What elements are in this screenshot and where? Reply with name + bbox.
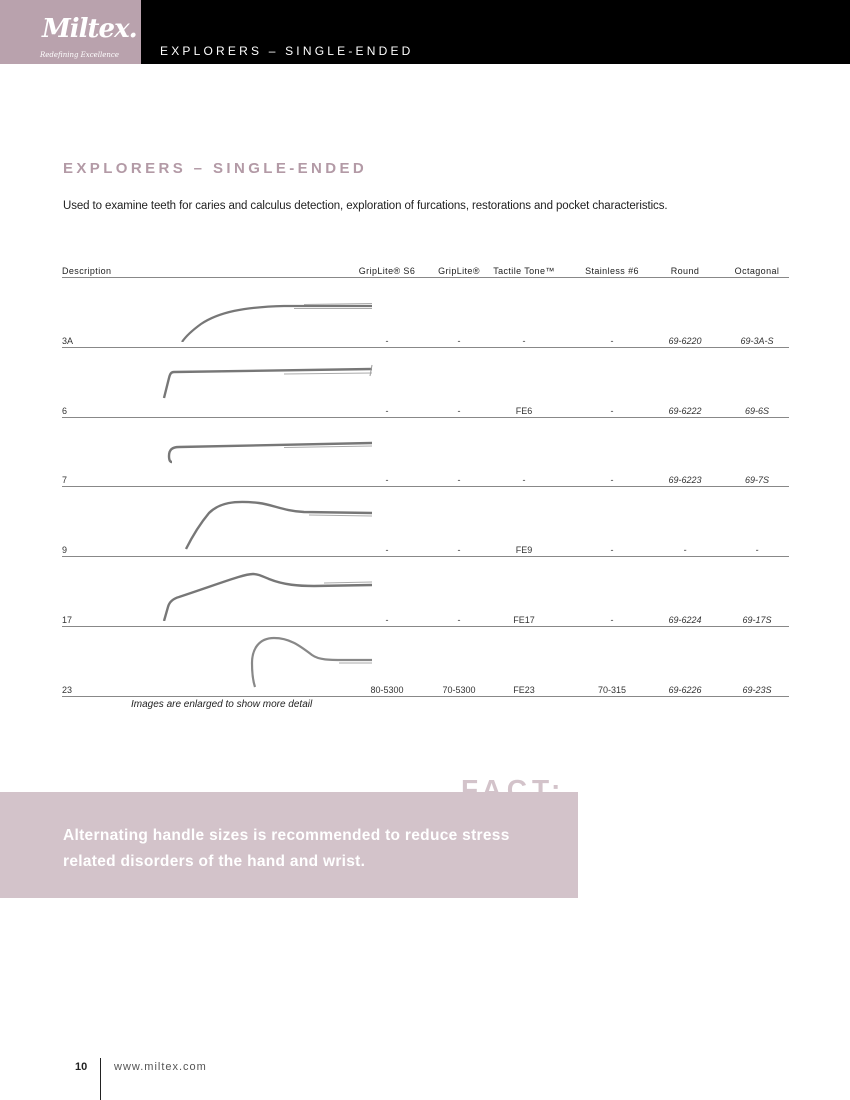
header-octagonal: Octagonal bbox=[734, 266, 780, 276]
cell-stainless-6: - bbox=[610, 405, 614, 416]
cell-tactile-tone: - bbox=[522, 475, 526, 486]
table-row bbox=[62, 418, 789, 488]
table-row bbox=[62, 348, 789, 418]
table-row bbox=[62, 487, 789, 557]
product-table bbox=[62, 265, 789, 697]
logo-text: Miltex. bbox=[42, 14, 137, 44]
explorer-6-image bbox=[134, 356, 374, 412]
cell-tactile-tone: FE17 bbox=[513, 614, 535, 625]
row-description: 17 bbox=[62, 614, 73, 625]
cell-octagonal: 69-6S bbox=[744, 405, 770, 416]
logo bbox=[0, 0, 141, 64]
cell-tactile-tone: FE9 bbox=[515, 545, 533, 556]
cell-round: - bbox=[683, 545, 687, 556]
cell-octagonal: 69-7S bbox=[744, 475, 770, 486]
cell-griplite-s6: - bbox=[385, 545, 389, 556]
cell-octagonal: 69-17S bbox=[742, 614, 772, 625]
row-description: 7 bbox=[62, 475, 68, 486]
fact-text: Alternating handle sizes is recommended to reduce stress related disorders of the hand and wrist. bbox=[63, 827, 510, 870]
header-round: Round bbox=[670, 266, 700, 276]
image-caption: Images are enlarged to show more detail bbox=[131, 699, 313, 710]
cell-griplite-s6: - bbox=[385, 614, 389, 625]
header-tactile-tone: Tactile Tone™ bbox=[493, 266, 555, 276]
cell-griplite: - bbox=[457, 545, 461, 556]
cell-round: 69-6222 bbox=[668, 405, 702, 416]
cell-tactile-tone: FE6 bbox=[515, 405, 533, 416]
table-header bbox=[62, 265, 789, 278]
cell-griplite: - bbox=[457, 335, 461, 346]
explorer-3a-image bbox=[134, 286, 374, 342]
header-griplite: GripLite® bbox=[438, 266, 480, 276]
cell-stainless-6: - bbox=[610, 475, 614, 486]
header-stainless-6: Stainless #6 bbox=[585, 266, 639, 276]
table-row bbox=[62, 557, 789, 627]
cell-griplite-s6: - bbox=[385, 475, 389, 486]
row-description: 6 bbox=[62, 405, 68, 416]
row-description: 3A bbox=[62, 335, 74, 346]
cell-round: 69-6220 bbox=[668, 335, 702, 346]
cell-griplite: - bbox=[457, 475, 461, 486]
cell-tactile-tone: - bbox=[522, 335, 526, 346]
cell-griplite: - bbox=[457, 405, 461, 416]
header-description: Description bbox=[62, 266, 112, 276]
cell-stainless-6: 70-315 bbox=[597, 684, 627, 695]
header-title: EXPLORERS – SINGLE-ENDED bbox=[160, 44, 414, 58]
header-griplite-s6: GripLite® S6 bbox=[358, 266, 416, 276]
table-row bbox=[62, 627, 789, 697]
footer-url[interactable]: www.miltex.com bbox=[114, 1061, 207, 1073]
cell-griplite-s6: - bbox=[385, 335, 389, 346]
cell-griplite: - bbox=[457, 614, 461, 625]
cell-octagonal: - bbox=[755, 545, 759, 556]
page-number: 10 bbox=[75, 1061, 88, 1073]
row-description: 9 bbox=[62, 545, 68, 556]
cell-griplite-s6: - bbox=[385, 405, 389, 416]
explorer-7-image bbox=[134, 426, 374, 482]
footer-divider bbox=[100, 1058, 101, 1100]
logo-tagline: Redefining Excellence bbox=[40, 51, 119, 59]
fact-label: FACT: bbox=[461, 774, 566, 805]
cell-round: 69-6223 bbox=[668, 475, 702, 486]
cell-griplite-s6: 80-5300 bbox=[370, 684, 404, 695]
explorer-23-image bbox=[134, 635, 374, 691]
cell-octagonal: 69-23S bbox=[742, 684, 772, 695]
row-description: 23 bbox=[62, 684, 73, 695]
cell-octagonal: 69-3A-S bbox=[740, 335, 774, 346]
cell-stainless-6: - bbox=[610, 614, 614, 625]
cell-round: 69-6224 bbox=[668, 614, 702, 625]
cell-round: 69-6226 bbox=[668, 684, 702, 695]
section-title: EXPLORERS – SINGLE-ENDED bbox=[63, 160, 368, 177]
explorer-9-image bbox=[134, 495, 374, 551]
cell-stainless-6: - bbox=[610, 335, 614, 346]
intro-text: Used to examine teeth for caries and calculus detection, exploration of furcations, restorations and pocket characteristics. bbox=[63, 200, 668, 212]
explorer-17-image bbox=[134, 565, 374, 621]
cell-griplite: 70-5300 bbox=[442, 684, 476, 695]
cell-stainless-6: - bbox=[610, 545, 614, 556]
table-row bbox=[62, 278, 789, 348]
cell-tactile-tone: FE23 bbox=[513, 684, 535, 695]
